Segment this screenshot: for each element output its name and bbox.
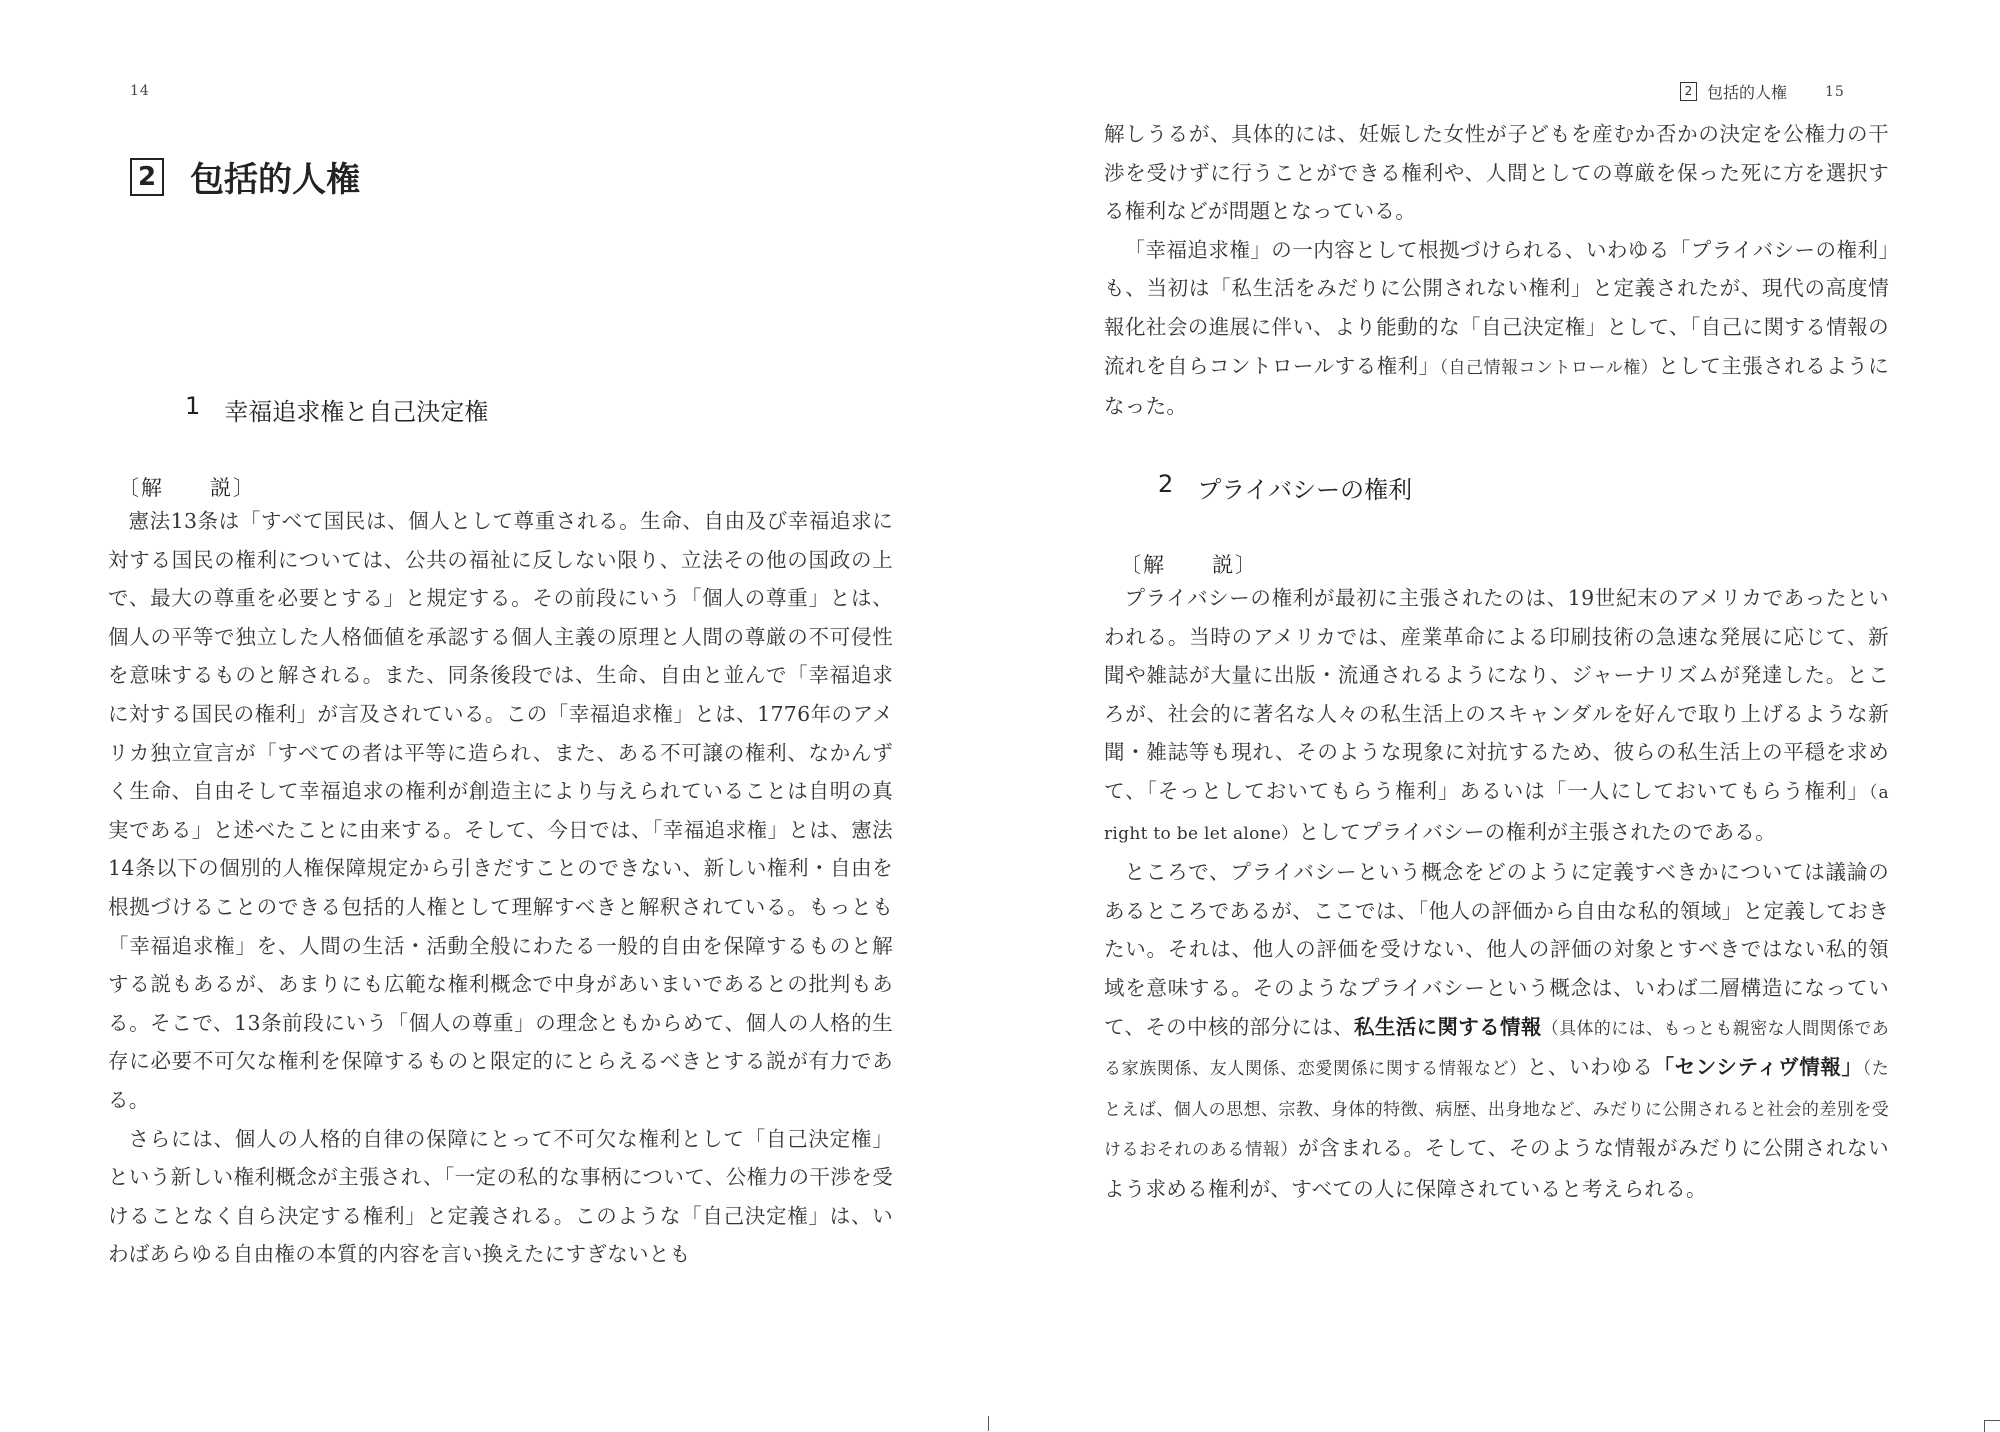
paragraph: 憲法13条は「すべて国民は、個人として尊重される。生命、自由及び幸福追求に対する国民の権利については、公共の福祉に反しない限り、立法その他の国政の上で、最大の尊重を必要とする」と規定する。その前段にいう「個人の尊重」とは、個人の平等で独立した人格価値を承認する個人主義の原理と人間の尊厳の不可侵性を意味するものと解される。また、同条後段では、生命、自由と並んで「幸福追求に対する国民の権利」が言及されている。この「幸福追求権」とは、1776年のアメリカ独立宣言が「すべての者は平等に造られ、また、ある不可譲の権利、なかんずく生命、自由そして幸福追求の権利が創造主により与えられていることは自明の真実である」と述べたことに由来する。そして、今日では、「幸福追求権」とは、憲法14条以下の個別的人権保障規定から引きだすことのできない、新しい権利・自由を根拠づけることのできる包括的人権として理解すべきと解釈されている。もっとも「幸福追求権」を、人間の生活・活動全般にわたる一般的自由を保障するものと解する説もあるが、あまりにも広範な権利概念で中身があいまいであるとの批判もある。そこで、13条前段にいう「個人の尊重」の理念ともからめて、個人の人格的生存に必要不可欠な権利を保障するものと限定的にとらえるべきとする説が有力である。 bbox=[108, 509, 893, 1112]
page-number-right: 15 bbox=[1825, 83, 1845, 100]
section-title: プライバシーの権利 bbox=[1197, 476, 1413, 504]
section-heading-1 bbox=[185, 392, 488, 427]
crop-mark bbox=[1984, 1420, 2000, 1432]
paragraph: さらには、個人の人格的自律の保障にとって不可欠な権利として「自己決定権」という新しい権利概念が主張され、「一定の私的な事柄について、公権力の干渉を受けることなく自ら決定する権利」と定義される。このような「自己決定権」は、いわばあらゆる自由権の本質的内容を言い換えたにすぎないとも bbox=[108, 1126, 893, 1267]
commentary-subheading: 〔解 説〕 bbox=[1120, 553, 1258, 577]
paragraph bbox=[1104, 853, 1889, 1208]
text-run: と、いわゆる bbox=[1526, 1055, 1654, 1080]
text-run: が含まれる。そして、そのような情報がみだりに公開されないよう求める権利が、すべての人に保障されていると考えられる。 bbox=[1104, 1136, 1889, 1201]
bold-term: 私生活に関する情報 bbox=[1353, 1014, 1542, 1039]
section2-body bbox=[1104, 579, 1889, 1209]
text-run: プライバシーの権利が最初に主張されたのは、19世紀末のアメリカであったといわれる。当時のアメリカでは、産業革命による印刷技術の急速な発展に応じて、新聞や雑誌が大量に出版・流通されるようになり、ジャーナリズムが発達した。ところが、社会的に著名な人々の私生活上のスキャンダルを好んで取り上げるような新聞・雑誌等も現れ、そのような現象に対抗するため、彼らの私生活上の平穏を求めて、「そっとしておいてもらう権利」あるいは「一人にしておいてもらう権利」 bbox=[1104, 586, 1889, 803]
right-page bbox=[1000, 0, 2000, 1431]
running-header bbox=[1680, 80, 1845, 103]
commentary-subheading: 〔解 説〕 bbox=[118, 476, 256, 500]
section-title: 幸福追求権と自己決定権 bbox=[224, 398, 489, 426]
text-run: としてプライバシーの権利が主張されたのである。 bbox=[1298, 819, 1776, 844]
chapter-title-text: 包括的人権 bbox=[190, 160, 360, 200]
running-header-box: 2 bbox=[1680, 82, 1697, 101]
section-number: 2 bbox=[1158, 470, 1174, 498]
continued-body bbox=[1104, 115, 1889, 426]
page-number-left: 14 bbox=[130, 83, 150, 99]
section-heading-2 bbox=[1158, 470, 1412, 505]
note-run: （具体的には、もっとも親密な人間関係である家族関係、友人関係、恋愛関係に関する情報など） bbox=[1104, 1018, 1889, 1080]
paragraph bbox=[1104, 231, 1889, 426]
section1-body bbox=[108, 502, 893, 1274]
note-run: （たとえば、個人の思想、宗教、身体的特徴、病歴、出身地など、みだりに公開されると社会的差別を受けるおそれのある情報） bbox=[1104, 1059, 1889, 1161]
bold-term: 「センシティヴ情報」 bbox=[1653, 1055, 1863, 1080]
chapter-number-box: 2 bbox=[130, 158, 164, 196]
chapter-title bbox=[130, 152, 360, 201]
english-note: （a right to be let alone） bbox=[1104, 782, 1889, 844]
text-run: 「幸福追求権」の一内容として根拠づけられる、いわゆる「プライバシーの権利」も、当初は「私生活をみだりに公開されない権利」と定義されたが、現代の高度情報化社会の進展に伴い、より能動的な「自己決定権」として、「自己に関する情報の流れを自らコントロールする権利」 bbox=[1104, 237, 1889, 378]
section-number: 1 bbox=[185, 392, 201, 420]
paragraph: 解しうるが、具体的には、妊娠した女性が子どもを産むか否かの決定を公権力の干渉を受けずに行うことができる権利や、人間としての尊厳を保った死に方を選択する権利などが問題となっている。 bbox=[1104, 122, 1889, 224]
running-header-title: 包括的人権 bbox=[1707, 83, 1788, 102]
gutter-mark bbox=[988, 1416, 989, 1431]
left-page bbox=[0, 0, 1000, 1431]
text-run: ところで、プライバシーという概念をどのように定義すべきかについては議論のあるところであるが、ここでは、「他人の評価から自由な私的領域」と定義しておきたい。それは、他人の評価を受けない、他人の評価の対象とすべきではない私的領域を意味する。そのようなプライバシーという概念は、いわば二層構造になっていて、その中核的部分には、 bbox=[1104, 860, 1889, 1039]
text-run: として主張されるようになった。 bbox=[1104, 353, 1889, 419]
note-run: （自己情報コントロール権） bbox=[1439, 357, 1659, 378]
paragraph bbox=[1104, 579, 1889, 853]
